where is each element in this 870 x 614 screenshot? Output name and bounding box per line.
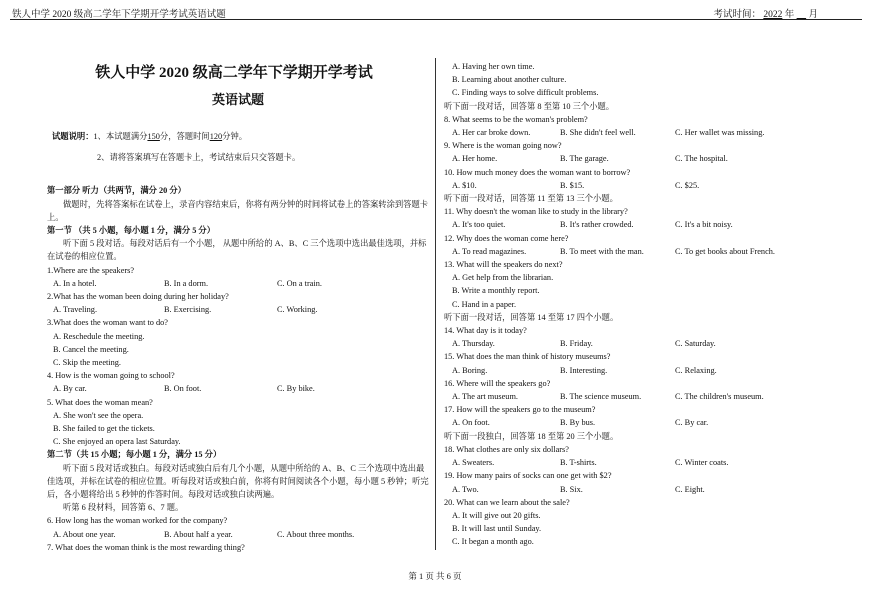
answer-option: A. The art museum. (452, 392, 518, 402)
answer-option: C. Hand in a paper. (452, 299, 517, 309)
answer-option: C. Winter coats. (675, 458, 729, 468)
answer-option: C. The hospital. (675, 154, 728, 164)
question-stem: 19. How many pairs of socks can one get with $2? (444, 471, 612, 481)
answer-option: A. Get help from the librarian. (452, 273, 554, 283)
option-row (444, 337, 854, 350)
answer-option: C. It began a month ago. (452, 537, 534, 547)
section1-heading: 第一节 （共 5 小题，每小题 1 分，满分 5 分） (47, 226, 216, 236)
option-row (444, 456, 854, 469)
header-exam-date (713, 6, 818, 20)
part1-heading: 第一部分 听力（共两节，满分 20 分） (47, 186, 186, 196)
page-number: 第 1 页 共 6 页 (408, 571, 462, 581)
answer-option: B. In a dorm. (164, 278, 209, 288)
answer-option: A. To read magazines. (452, 246, 527, 256)
question-stem: 17. How will the speakers go to the museum? (444, 405, 596, 415)
question-stem: 1.Where are the speakers? (47, 265, 135, 275)
answer-option: C. About three months. (277, 529, 355, 539)
right-column (444, 60, 854, 549)
question-stem: 14. What day is it today? (444, 326, 527, 336)
question-stem: 8. What seems to be the woman's problem? (444, 114, 588, 124)
answer-option: C. She enjoyed an opera last Saturday. (53, 437, 181, 447)
exam-subtitle: 英语试题 (211, 92, 264, 107)
section2-intro: 听下面 5 段对话或独白。每段对话或独白后有几个小题，从题中所给的 A、B、C 三个选项中选出最佳选项，并标在试卷的相应位置。听每段对话或独白前，你将有时间阅读各个小题，每小题 5 秒钟；听完后，各小题将给出 5 秒钟的作答时间。每段对话或独白读两遍。 (47, 463, 429, 500)
question-stem: 7. What does the woman think is the most rewarding thing? (47, 542, 245, 552)
option-row (444, 218, 854, 231)
exam-title: 铁人中学 2020 级高二学年下学期开学考试 (95, 65, 373, 81)
answer-option: A. It will give out 20 gifts. (452, 510, 541, 520)
listening-instruction: 听下面一段对话，回答第 11 至第 13 三个小题。 (444, 194, 618, 204)
question-stem: 6. How long has the woman worked for the company? (47, 516, 228, 526)
answer-option: A. Thursday. (452, 339, 495, 349)
answer-option: A. Having her own time. (452, 62, 535, 71)
answer-option: C. Saturday. (675, 339, 716, 349)
instructions-line-2: 2、请将答案填写在答题卡上，考试结束后只交答题卡。 (97, 153, 301, 163)
header-month-unit: 月 (808, 10, 818, 20)
answer-option: A. Her car broke down. (452, 128, 531, 138)
option-row (444, 416, 854, 429)
answer-option: B. The garage. (560, 154, 609, 164)
answer-option: C. By bike. (277, 384, 315, 394)
answer-option: A. In a hotel. (53, 278, 97, 288)
answer-option: B. The science museum. (560, 392, 642, 402)
header-year-unit: 年 (784, 10, 795, 20)
answer-option: A. Traveling. (53, 305, 98, 315)
answer-option: C. Skip the meeting. (53, 358, 121, 368)
instructions-text: 分，答题时间 (159, 132, 210, 141)
column-divider (435, 58, 436, 550)
answer-option: A. $10. (452, 180, 477, 190)
answer-option: B. $15. (560, 180, 585, 190)
question-stem: 5. What does the woman mean? (47, 397, 153, 407)
answer-option: C. It's a bit noisy. (675, 220, 733, 230)
question-stem: 9. Where is the woman going now? (444, 141, 562, 151)
answer-option: C. The children's museum. (675, 392, 764, 402)
question-stem: 16. Where will the speakers go? (444, 378, 551, 388)
answer-option: A. On foot. (452, 418, 490, 428)
section2-questions-left (47, 514, 429, 554)
section1-questions (47, 264, 429, 449)
listening-instruction: 听下面一段独白，回答第 18 至第 20 三个小题。 (444, 431, 619, 441)
question-stem: 3.What does the woman want to do? (47, 318, 168, 328)
listening-instruction: 听下面一段对话，回答第 8 至第 10 三个小题。 (444, 101, 615, 111)
answer-option: B. She failed to get the tickets. (53, 424, 155, 434)
answer-option: C. Eight. (675, 484, 705, 494)
instructions-text: 1、本试题满分 (93, 132, 148, 141)
header-rule (10, 19, 862, 20)
option-row (47, 382, 429, 395)
answer-option: B. Six. (560, 484, 583, 494)
section2-heading: 第二节（共 15 小题；每小题 1 分，满分 15 分） (47, 450, 222, 460)
page-header (0, 0, 870, 22)
answer-option: B. On foot. (164, 384, 202, 394)
option-row (444, 245, 854, 258)
exam-instructions (52, 130, 429, 143)
question-stem: 15. What does the man think of history museums? (444, 352, 611, 362)
option-row (444, 483, 854, 496)
answer-option: B. Cancel the meeting. (53, 344, 129, 354)
answer-option: C. $25. (675, 180, 700, 190)
header-time-label: 考试时间： (713, 10, 761, 20)
option-row (47, 528, 429, 541)
question-stem: 10. How much money does the woman want to borrow? (444, 167, 631, 177)
exam-duration: 120 (209, 132, 223, 141)
answer-option: B. Friday. (560, 339, 593, 349)
option-row (444, 126, 854, 139)
answer-option: C. Finding ways to solve difficult problems. (452, 88, 599, 98)
listening-instruction: 听下面一段对话，回答第 14 至第 17 四个小题。 (444, 312, 619, 322)
question-stem: 20. What can we learn about the sale? (444, 497, 570, 507)
answer-option: B. It will last until Sunday. (452, 524, 542, 534)
answer-option: A. Two. (452, 484, 479, 494)
answer-option: C. On a train. (277, 278, 322, 288)
answer-option: B. To meet with the man. (560, 246, 644, 256)
total-score: 150 (147, 132, 160, 141)
option-row (444, 364, 854, 377)
answer-option: C. To get books about French. (675, 246, 775, 256)
option-row (444, 390, 854, 403)
header-year: 2022 (763, 10, 783, 20)
question-stem: 2.What has the woman been doing during her holiday? (47, 292, 229, 302)
answer-option: B. Write a monthly report. (452, 286, 540, 296)
question-stem: 18. What clothes are only six dollars? (444, 444, 569, 454)
answer-option: A. Her home. (452, 154, 498, 164)
instructions-text: 分钟。 (222, 132, 248, 141)
answer-option: B. Exercising. (164, 305, 212, 315)
answer-option: C. By car. (675, 418, 709, 428)
answer-option: A. Boring. (452, 365, 488, 375)
answer-option: B. T-shirts. (560, 458, 597, 468)
answer-option: B. By bus. (560, 418, 596, 428)
question-stem: 11. Why doesn't the woman like to study in the library? (444, 207, 628, 217)
answer-option: C. Working. (277, 305, 318, 315)
option-row (444, 152, 854, 165)
material-6-instruction: 听第 6 段材料，回答第 6、7 题。 (63, 503, 184, 513)
answer-option: A. About one year. (53, 529, 116, 539)
answer-option: B. Learning about another culture. (452, 75, 567, 85)
answer-option: B. She didn't feel well. (560, 128, 636, 138)
left-column (47, 62, 429, 554)
question-stem: 12. Why does the woman come here? (444, 233, 569, 243)
answer-option: A. Sweaters. (452, 458, 495, 468)
option-row (444, 179, 854, 192)
answer-option: B. Interesting. (560, 365, 608, 375)
question-stem: 13. What will the speakers do next? (444, 260, 563, 270)
section1-intro: 听下面 5 段对话。每段对话后有一个小题， 从题中所给的 A、B、C 三个选项中选出最佳选项，并标在试卷的相应位置。 (47, 239, 427, 262)
option-row (47, 303, 429, 316)
answer-option: A. She won't see the opera. (53, 410, 144, 420)
answer-option: A. Reschedule the meeting. (53, 331, 145, 341)
answer-option: C. Relaxing. (675, 365, 717, 375)
answer-option: C. Her wallet was missing. (675, 128, 765, 138)
answer-option: A. By car. (53, 384, 87, 394)
question-stem: 4. How is the woman going to school? (47, 371, 175, 381)
header-exam-name: 铁人中学 2020 级高二学年下学期开学考试英语试题 (12, 10, 226, 20)
instructions-label: 试题说明： (52, 132, 94, 141)
option-row (47, 277, 429, 290)
part1-intro: 做题时，先将答案标在试卷上，录音内容结束后，你将有两分钟的时间将试卷上的答案转涂到答题卡上。 (47, 199, 429, 222)
answer-option: B. It's rather crowded. (560, 220, 634, 230)
answer-option: A. It's too quiet. (452, 220, 506, 230)
answer-option: B. About half a year. (164, 529, 233, 539)
